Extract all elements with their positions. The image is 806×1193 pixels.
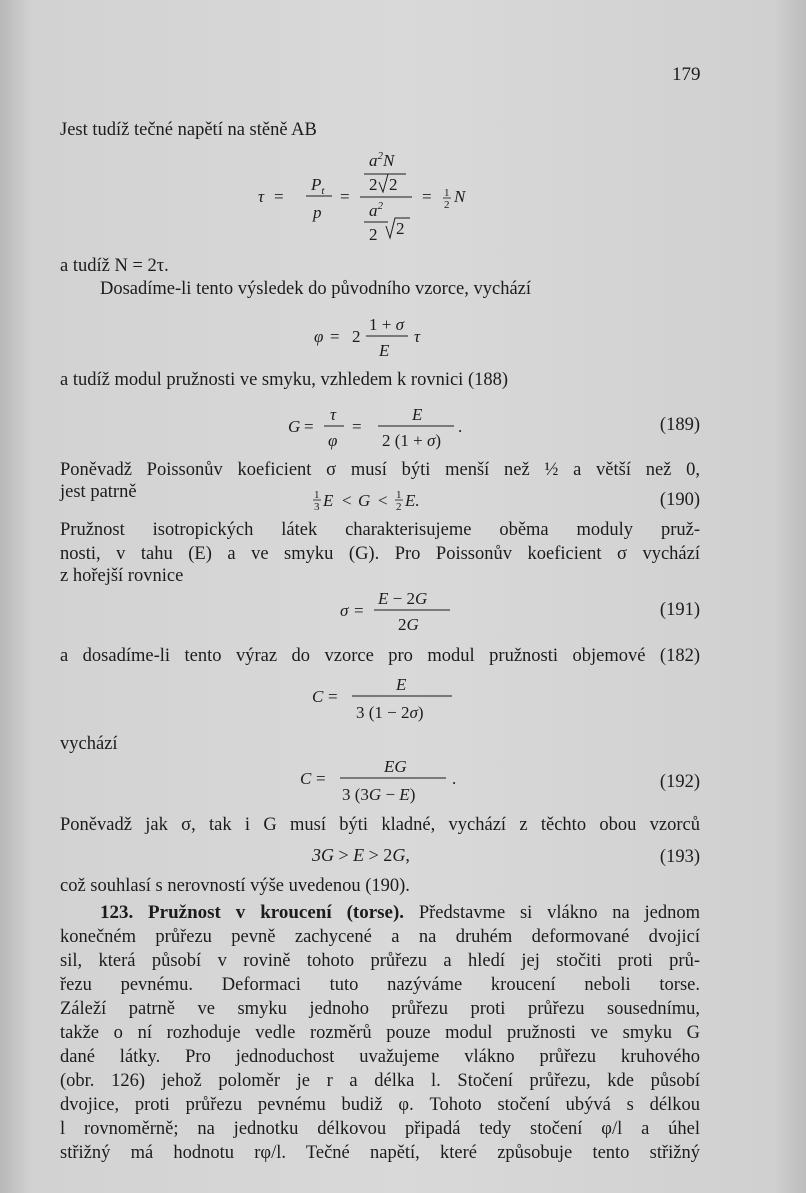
text-line-1: Jest tudíž tečné napětí na stěně AB [60, 120, 317, 140]
text-line-12: Poněvadž jak σ, tak i G musí býti kladné, vychází z těchto obou vzorců [60, 815, 700, 835]
equation-192-graphic [298, 752, 468, 810]
svg-text:p: p [313, 203, 322, 222]
section-line-3: řezu pevnému. Deformaci tuto nazýváme kroucení neboli torse. [60, 975, 700, 995]
svg-text:C: C [312, 687, 324, 706]
text-line-8: nosti, v tahu (E) a ve smyku (G). Pro Poissonův koeficient σ vychází [60, 544, 700, 564]
equation-190-graphic [312, 484, 482, 514]
text-line-6: jest patrně [60, 482, 137, 502]
svg-text:φ: φ [328, 431, 338, 450]
equation-191 [338, 584, 468, 642]
equation-number-190: (190) [659, 490, 700, 510]
section-line-4: Záleží patrně ve smyku jednoho průřezu proti průřezu sousednímu, [60, 999, 700, 1019]
svg-text:G: G [358, 491, 371, 510]
equation-190 [312, 484, 482, 514]
svg-text:Pt: $P_t$ [311, 175, 325, 197]
section-title: Pružnost v kroucení (torse). [148, 902, 405, 923]
text-line-2: a tudíž N = 2τ. [60, 256, 169, 276]
svg-text:E: E [412, 405, 423, 424]
text-line-10: a dosadíme-li tento výraz do vzorce pro modul pružnosti objemové (182) [60, 646, 700, 666]
equation-193: 3G > E > 2G, [312, 845, 410, 865]
svg-text:2: 2 [352, 327, 361, 346]
svg-text:C: C [300, 769, 312, 788]
svg-text:E.: E. [405, 491, 420, 510]
svg-text:=: = [304, 417, 314, 436]
svg-text:1: 1 [314, 489, 320, 501]
section-heading-line [100, 902, 700, 924]
svg-text:τ: τ [330, 405, 337, 424]
equation-number-189: (189) [659, 415, 700, 435]
svg-text:E: E [379, 341, 390, 360]
svg-text:2 (1 + σ): 2 (1 + σ) [382, 431, 442, 450]
svg-text:3 (3G − E): 3 (3G − E) [342, 785, 416, 804]
svg-text:τ: τ [414, 327, 421, 346]
svg-text:=: = [316, 769, 326, 788]
text-line-9: z hořejší rovnice [60, 566, 184, 586]
svg-text:=: = [328, 687, 338, 706]
text-line-7: Pružnost isotropických látek charakterisujeme oběma moduly pruž- [60, 520, 700, 540]
equation-192 [298, 752, 468, 810]
equation-number-192: (192) [659, 772, 700, 792]
svg-text:=: = [274, 187, 284, 206]
section-line-8: dvojice, proti průřezu pevnému budiž φ. Tohoto stočení ubývá s délkou [60, 1095, 700, 1115]
svg-text:=: = [354, 601, 364, 620]
equation-number-193: (193) [659, 847, 700, 867]
svg-text:=: = [352, 417, 362, 436]
text-line-3: Dosadíme-li tento výsledek do původního vzorce, vychází [100, 279, 532, 299]
svg-text:E: E [396, 675, 407, 694]
equation-c1 [310, 670, 470, 730]
svg-text:1 + σ: 1 + σ [369, 315, 404, 334]
svg-text:a2N: $a^2N$ [369, 150, 395, 170]
equation-tau [256, 146, 496, 254]
svg-text:3: 3 [314, 501, 320, 513]
svg-text:2: 2 [369, 225, 378, 244]
svg-text:=: = [422, 187, 432, 206]
svg-text:EG: EG [384, 757, 407, 776]
svg-text:N: N [454, 187, 466, 206]
svg-text:E: E [323, 491, 334, 510]
text-line-4: a tudíž modul pružnosti ve smyku, vzhledem k rovnici (188) [60, 370, 509, 390]
svg-text:2: 2 [369, 175, 378, 194]
text-line-13: což souhlasí s nerovností výše uvedenou (190). [60, 876, 410, 896]
equation-number-191: (191) [659, 600, 700, 620]
equation-191-graphic [338, 584, 468, 642]
svg-text:2: 2 [396, 501, 402, 513]
equation-189-graphic [286, 398, 476, 456]
section-line-9: l rovnoměrně; na jednotku délkovou připadá tedy stočení φ/l a úhel [60, 1119, 700, 1139]
svg-text:.: . [452, 769, 457, 788]
svg-text:σ: σ [340, 601, 349, 620]
svg-text:.: . [458, 417, 463, 436]
section-line-2: sil, která působí v rovině tohoto průřezu a hledí jej stočiti proti prů- [60, 951, 700, 971]
text-line-5: Poněvadž Poissonův koeficient σ musí býti menší než ½ a větší než 0, [60, 460, 700, 480]
section-line-1: konečném průřezu pevně zachycené a na druhém deformované dvojicí [60, 927, 700, 947]
page-number: 179 [672, 64, 701, 85]
equation-phi-graphic [312, 310, 462, 366]
section-line-10: střižný má hodnotu rφ/l. Tečné napětí, které způsobuje tento střižný [60, 1143, 700, 1163]
svg-text:=: = [330, 327, 340, 346]
equation-phi [312, 310, 462, 366]
svg-text:1: 1 [396, 489, 402, 501]
text-line-11: vychází [60, 734, 118, 754]
section-line-6: dané látky. Pro jednoduchost uvažujeme vlákno průřezu kruhového [60, 1047, 700, 1067]
svg-text:2G: 2G [398, 615, 419, 634]
equation-tau-graphic [256, 146, 496, 254]
section-first-line-rest: Představme si vlákno na jednom [418, 903, 700, 923]
svg-text:G: G [288, 417, 301, 436]
svg-text:<: < [378, 491, 388, 510]
svg-text:φ: φ [314, 327, 324, 346]
svg-text:=: = [340, 187, 350, 206]
svg-text:a2: $a^2$ [369, 200, 383, 220]
equation-c1-graphic [310, 670, 470, 730]
svg-text:2: 2 [389, 175, 398, 194]
svg-text:3 (1 − 2σ): 3 (1 − 2σ) [356, 703, 424, 722]
svg-text:2: 2 [444, 199, 450, 211]
svg-text:τ: τ [258, 187, 265, 206]
section-number: 123. [100, 902, 134, 923]
svg-text:2: 2 [396, 219, 405, 238]
section-line-7: (obr. 126) jehož poloměr je r a délka l. Stočení průřezu, kde působí [60, 1071, 700, 1091]
svg-text:<: < [342, 491, 352, 510]
section-line-5: takže o ní rozhoduje vedle rozměrů pouze modul pružnosti ve smyku G [60, 1023, 700, 1043]
equation-189 [286, 398, 476, 456]
svg-text:1: 1 [444, 187, 450, 199]
svg-text:E − 2G: E − 2G [378, 589, 428, 608]
